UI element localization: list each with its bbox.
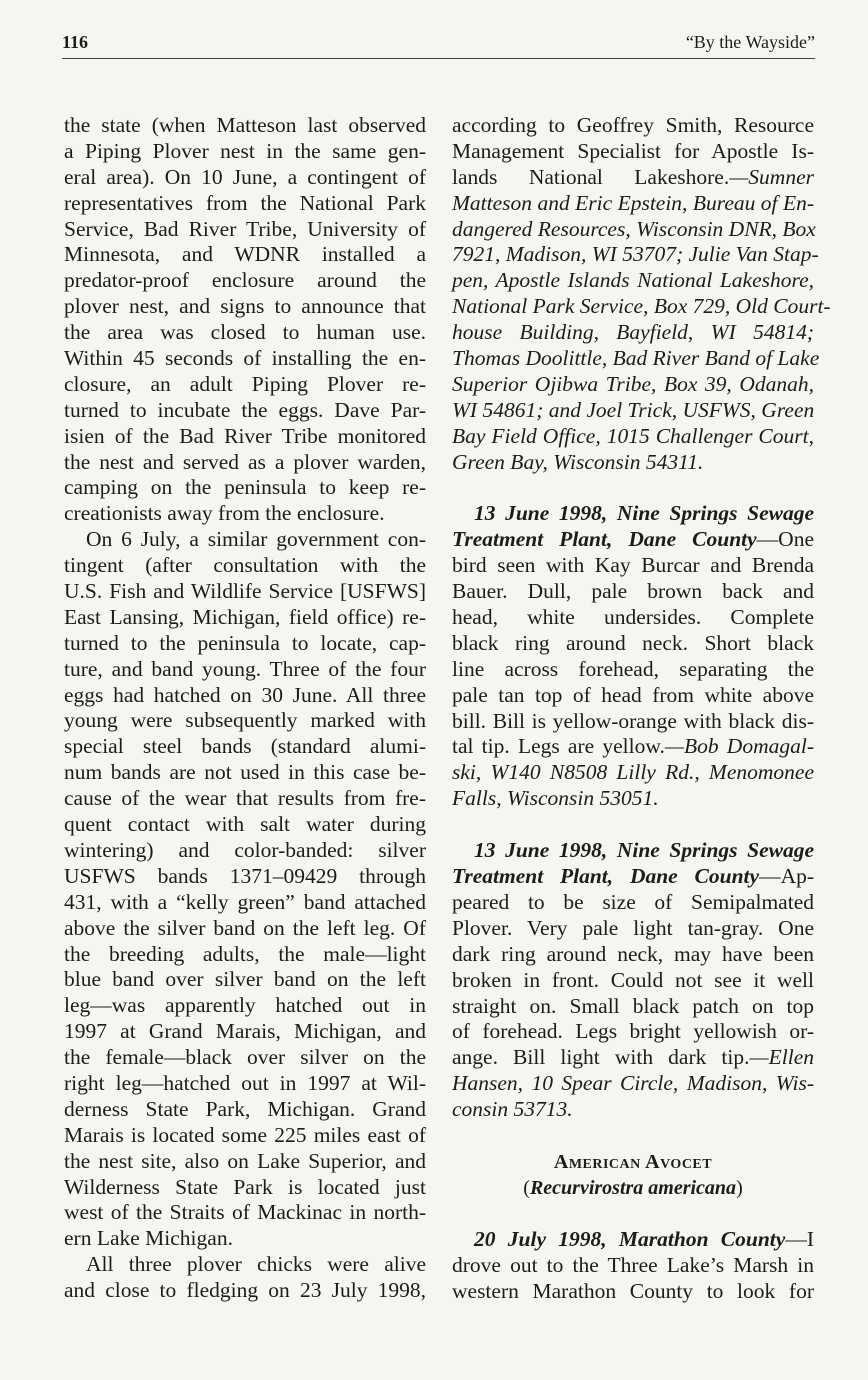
text-line: USFWS bands 1371–09429 through xyxy=(64,863,426,888)
author-credit-line: dangered Resources, Wisconsin DNR, Box xyxy=(452,216,816,241)
text-line: representatives from the National Park xyxy=(64,190,426,215)
text-line: right leg—hatched out in 1997 at Wil- xyxy=(64,1070,426,1095)
entry-heading: 13 June 1998, Nine Springs Sewage xyxy=(474,501,814,526)
text-line: line across forehead, separating the xyxy=(452,656,814,681)
text-span: ange. Bill light with dark tip. xyxy=(452,1045,750,1070)
text-line: blue band over silver band on the left xyxy=(64,967,426,992)
observation-entry xyxy=(452,501,814,812)
paragraph xyxy=(64,113,426,527)
author-credit-line: National Park Service, Box 729, Old Court- xyxy=(452,294,831,319)
text-line: plover nest, and signs to announce that xyxy=(64,294,426,319)
entry-heading: Treatment Plant, Dane County xyxy=(452,864,760,889)
observation-entry xyxy=(452,1227,814,1305)
text-line: U.S. Fish and Wildlife Service [USFWS] xyxy=(64,579,426,604)
text-line: quent contact with salt water during xyxy=(64,812,426,837)
author-credit-line: Matteson and Eric Epstein, Bureau of En- xyxy=(452,190,814,215)
text-line: 1997 at Grand Marais, Michigan, and xyxy=(64,1019,426,1044)
author-credit: —Sumner xyxy=(729,164,814,189)
paragraph xyxy=(452,113,831,475)
author-credit-line: ski, W140 N8508 Lilly Rd., Menomonee xyxy=(452,760,814,785)
text-span: —One xyxy=(756,527,814,552)
text-line: ern Lake Michigan. xyxy=(64,1226,233,1251)
author-credit-line: house Building, Bayfield, WI 54814; xyxy=(452,320,814,345)
text-line: eral area). On 10 June, a contingent of xyxy=(64,164,426,189)
text-line: the area was closed to human use. xyxy=(64,320,426,345)
author-credit-line: Green Bay, Wisconsin 54311. xyxy=(452,449,704,474)
text-line: ture, and band young. Three of the four xyxy=(64,656,426,681)
text-span: —Ap- xyxy=(759,864,814,889)
running-head: “By the Wayside” xyxy=(685,32,815,52)
text-line: of forehead. Legs bright yellowish or- xyxy=(452,1019,814,1044)
author-credit-line: pen, Apostle Islands National Lakeshore, xyxy=(452,268,814,293)
text-line: a Piping Plover nest in the same gen- xyxy=(64,138,426,163)
text-line: derness State Park, Michigan. Grand xyxy=(64,1096,426,1121)
observation-entry xyxy=(452,838,814,1123)
left-column xyxy=(64,113,426,1304)
text-line: dark ring around neck, may have been xyxy=(452,941,814,966)
text-line xyxy=(452,1045,814,1071)
text-line: bill. Bill is yellow-orange with black dis- xyxy=(452,708,814,733)
text-line xyxy=(452,165,814,191)
text-line: creationists away from the enclosure. xyxy=(64,501,385,526)
text-line xyxy=(452,734,814,760)
text-span: lands National Lakeshore. xyxy=(452,164,730,189)
entry-heading: 13 June 1998, Nine Springs Sewage xyxy=(474,838,814,863)
text-line: special steel bands (standard alumi- xyxy=(64,734,426,759)
text-line: On 6 July, a similar government con- xyxy=(86,527,426,552)
page-header xyxy=(62,30,815,59)
author-credit-line: consin 53713. xyxy=(452,1097,573,1122)
text-line: turned to the peninsula to locate, cap- xyxy=(64,630,426,655)
entry-heading: 20 July 1998, Marathon County xyxy=(474,1226,786,1251)
text-line: young were subsequently marked with xyxy=(64,708,426,733)
author-credit-line: Hansen, 10 Spear Circle, Madison, Wis- xyxy=(452,1071,814,1096)
species-scientific-line xyxy=(452,1175,814,1201)
text-line xyxy=(452,864,814,890)
text-line: black ring around neck. Short black xyxy=(452,630,814,655)
text-line: East Lansing, Michigan, field office) re- xyxy=(64,604,426,629)
text-line: wintering) and color-banded: silver xyxy=(64,837,426,862)
text-line: tingent (after consultation with the xyxy=(64,553,426,578)
author-credit-line: Bay Field Office, 1015 Challenger Court, xyxy=(452,423,814,448)
text-line: west of the Straits of Mackinac in north- xyxy=(64,1200,426,1225)
text-line xyxy=(452,527,814,553)
text-line: according to Geoffrey Smith, Resource xyxy=(452,113,814,137)
text-line: Bauer. Dull, pale brown back and xyxy=(452,579,814,604)
author-credit-line: Thomas Doolittle, Bad River Band of Lake xyxy=(452,346,820,371)
text-line: drove out to the Three Lake’s Marsh in xyxy=(452,1252,814,1277)
spacer xyxy=(452,1123,814,1149)
text-span: tal tip. Legs are yellow. xyxy=(452,734,665,759)
author-credit-line: 7921, Madison, WI 53707; Julie Van Stap- xyxy=(452,242,819,267)
text-line: num bands are not used in this case be- xyxy=(64,760,426,785)
text-line: pale tan top of head from white above xyxy=(452,682,814,707)
species-common-name: American Avocet xyxy=(553,1150,713,1173)
text-line: the breeding adults, the male—light xyxy=(64,941,426,966)
right-column xyxy=(452,113,831,1305)
text-line: broken in front. Could not see it well xyxy=(452,967,814,992)
text-span: —I xyxy=(785,1226,814,1251)
text-line: the state (when Matteson last observed xyxy=(64,113,426,137)
paragraph xyxy=(64,527,426,1252)
text-line: 431, with a “kelly green” band attached xyxy=(64,889,426,914)
paren: ( xyxy=(523,1176,530,1199)
author-credit-line: WI 54861; and Joel Trick, USFWS, Green xyxy=(452,397,815,422)
text-line: All three plover chicks were alive xyxy=(86,1252,426,1277)
text-line: turned to incubate the eggs. Dave Par- xyxy=(64,397,426,422)
text-line: isien of the Bad River Tribe monitored xyxy=(64,423,426,448)
text-line: above the silver band on the left leg. Of xyxy=(64,915,426,940)
author-credit: —Ellen xyxy=(749,1045,814,1070)
text-line: predator-proof enclosure around the xyxy=(64,268,426,293)
text-line: Minnesota, and WDNR installed a xyxy=(64,242,426,267)
paragraph xyxy=(64,1252,426,1304)
text-line: Management Specialist for Apostle Is- xyxy=(452,138,814,163)
text-line xyxy=(452,1227,814,1253)
text-line: straight on. Small black patch on top xyxy=(452,993,814,1018)
text-line: the female—black over silver on the xyxy=(64,1045,426,1070)
paren: ) xyxy=(736,1176,743,1199)
text-line: and close to fledging on 23 July 1998, xyxy=(64,1278,426,1303)
text-line: Wilderness State Park is located just xyxy=(64,1174,426,1199)
text-line: camping on the peninsula to keep re- xyxy=(64,475,426,500)
entry-heading: Treatment Plant, Dane County xyxy=(452,527,757,552)
text-line: head, white undersides. Complete xyxy=(452,605,814,630)
spacer xyxy=(452,475,814,501)
spacer xyxy=(452,812,814,838)
page-number: 116 xyxy=(62,32,89,52)
spacer xyxy=(452,1201,814,1227)
text-line: bird seen with Kay Burcar and Brenda xyxy=(452,553,814,578)
text-line: leg—was apparently hatched out in xyxy=(64,993,426,1018)
species-heading xyxy=(452,1149,814,1201)
text-line: Service, Bad River Tribe, University of xyxy=(64,216,426,241)
text-line: western Marathon County to look for xyxy=(452,1278,814,1303)
author-credit: —Bob Domagal- xyxy=(664,734,814,759)
text-line: the nest site, also on Lake Superior, and xyxy=(64,1148,426,1173)
text-line: cause of the wear that results from fre- xyxy=(64,786,426,811)
text-line: Marais is located some 225 miles east of xyxy=(64,1122,426,1147)
text-line: the nest and served as a plover warden, xyxy=(64,449,426,474)
text-line: Plover. Very pale light tan-gray. One xyxy=(452,915,814,940)
text-line: peared to be size of Semipalmated xyxy=(452,889,814,914)
species-scientific-name: Recurvirostra americana xyxy=(529,1176,737,1199)
text-line: closure, an adult Piping Plover re- xyxy=(64,371,426,396)
author-credit-line: Superior Ojibwa Tribe, Box 39, Odanah, xyxy=(452,371,814,396)
text-line: eggs had hatched on 30 June. All three xyxy=(64,682,426,707)
author-credit-line: Falls, Wisconsin 53051. xyxy=(452,786,659,811)
text-line: Within 45 seconds of installing the en- xyxy=(64,346,426,371)
